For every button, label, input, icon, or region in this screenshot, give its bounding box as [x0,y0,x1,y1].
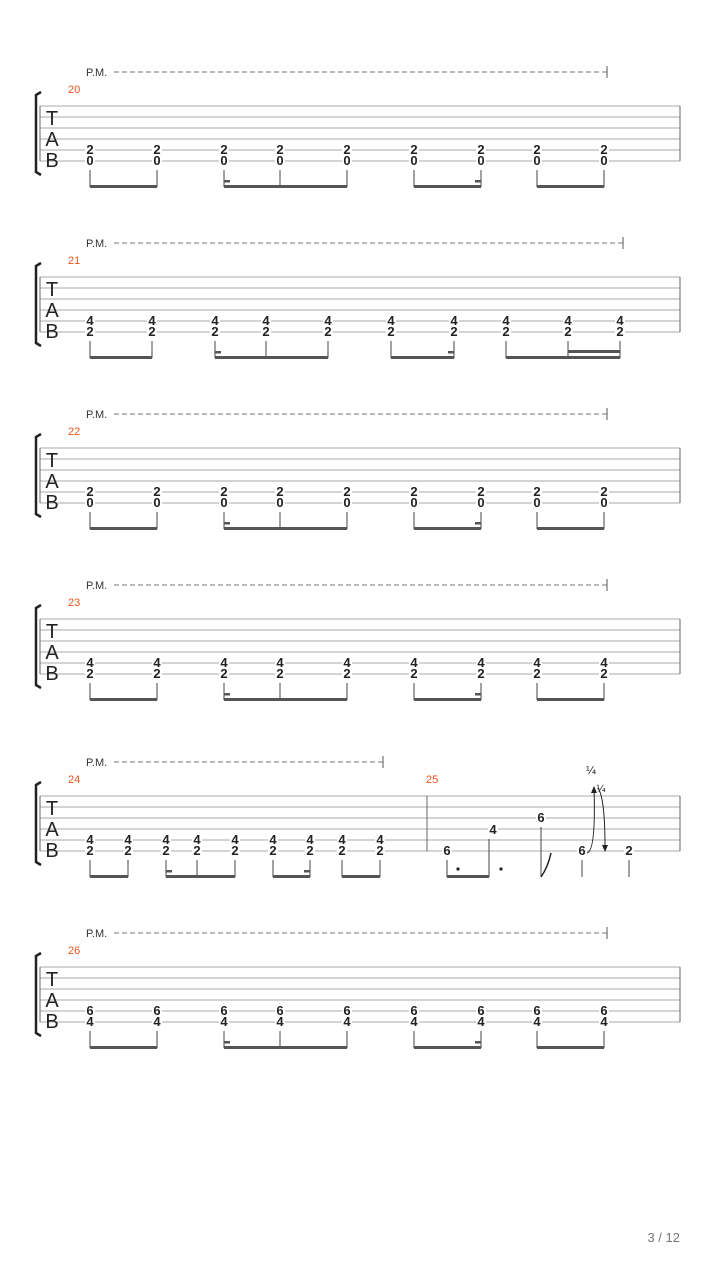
fret-number: 2 [338,843,346,858]
fret-number: 4 [338,832,346,847]
fret-number: 2 [211,324,219,339]
fret-number: 2 [276,142,284,157]
beam-partial [224,180,230,183]
fret-number: 2 [343,484,351,499]
measure-number: 21 [68,255,81,267]
fret-number: 2 [86,843,94,858]
fret-number: 4 [276,655,284,670]
fret-number: 2 [600,142,608,157]
fret-number: 4 [211,313,219,328]
fret-number: 0 [410,153,418,168]
fret-number: 2 [324,324,332,339]
beam [224,1046,347,1049]
fret-number: 6 [537,810,545,825]
fret-number: 2 [306,843,314,858]
fret-number: 2 [231,843,239,858]
fret-number: 0 [600,153,608,168]
fret-number: 2 [600,666,608,681]
fret-number: 4 [387,313,395,328]
palm-mute-label: P.M. [86,757,108,769]
tab-clef-letter: A [45,642,59,664]
palm-mute-label: P.M. [86,580,108,592]
tab-clef-letter: A [45,300,59,322]
tab-clef-letter: B [45,1011,59,1033]
fret-number: 2 [124,843,132,858]
fret-number: 2 [616,324,624,339]
fret-number: 4 [124,832,132,847]
release-amount: ¼ [596,784,606,795]
beam-partial [475,693,481,696]
beam [90,1046,157,1049]
dot [456,867,459,870]
fret-number: 6 [533,1003,541,1018]
fret-number: 2 [625,843,633,858]
fret-number: 2 [269,843,277,858]
fret-number: 2 [262,324,270,339]
tab-clef-letter: A [45,819,59,841]
fret-number: 6 [343,1003,351,1018]
tab-clef-letter: T [45,621,59,643]
fret-number: 0 [533,495,541,510]
fret-number: 4 [410,655,418,670]
fret-number: 4 [86,313,94,328]
fret-number: 0 [276,495,284,510]
fret-number: 2 [86,142,94,157]
fret-number: 0 [477,153,485,168]
measure-number: 20 [68,84,81,96]
fret-number: 4 [564,313,572,328]
fret-number: 2 [276,484,284,499]
fret-number: 4 [616,313,624,328]
beam [273,875,310,878]
fret-number: 2 [86,484,94,499]
fret-number: 2 [220,484,228,499]
fret-number: 4 [489,822,497,837]
fret-number: 4 [324,313,332,328]
tab-clef-letter: T [45,450,59,472]
tab-clef-letter: T [45,279,59,301]
beam [537,527,604,530]
tab-clef-letter: T [45,108,59,130]
fret-number: 6 [86,1003,94,1018]
fret-number: 2 [387,324,395,339]
palm-mute-label: P.M. [86,238,108,250]
tab-clef-letter: B [45,663,59,685]
fret-number: 2 [477,142,485,157]
fret-number: 2 [343,666,351,681]
fret-number: 4 [306,832,314,847]
beam [414,1046,481,1049]
beam [391,356,454,359]
beam-partial [475,522,481,525]
fret-number: 6 [600,1003,608,1018]
palm-mute-label: P.M. [86,409,108,421]
fret-number: 6 [220,1003,228,1018]
fret-number: 4 [153,1014,161,1029]
fret-number: 4 [600,655,608,670]
fret-number: 4 [148,313,156,328]
fret-number: 2 [410,142,418,157]
fret-number: 0 [220,495,228,510]
fret-number: 2 [153,142,161,157]
beam [414,527,481,530]
measure-number: 26 [68,945,81,957]
fret-number: 4 [343,655,351,670]
fret-number: 4 [533,655,541,670]
fret-number: 2 [148,324,156,339]
fret-number: 2 [220,142,228,157]
fret-number: 2 [533,142,541,157]
beam-partial [224,1041,230,1044]
fret-number: 2 [450,324,458,339]
fret-number: 2 [86,666,94,681]
beam [224,527,347,530]
fret-number: 4 [86,655,94,670]
beam-partial [224,693,230,696]
fret-number: 2 [564,324,572,339]
fret-number: 4 [262,313,270,328]
tab-clef-letter: A [45,990,59,1012]
tab-clef-letter: B [45,840,59,862]
fret-number: 0 [276,153,284,168]
beam [447,875,489,878]
bend-amount: ¼ [585,764,597,777]
beam-partial [475,1041,481,1044]
fret-number: 2 [343,142,351,157]
beam [166,875,235,878]
tab-clef-letter: A [45,471,59,493]
fret-number: 2 [276,666,284,681]
tab-clef-letter: T [45,798,59,820]
fret-number: 4 [86,1014,94,1029]
fret-number: 4 [533,1014,541,1029]
beam-partial [475,180,481,183]
fret-number: 2 [533,666,541,681]
beam [506,356,620,359]
fret-number: 2 [153,666,161,681]
fret-number: 4 [276,1014,284,1029]
fret-number: 6 [443,843,451,858]
note-flag [541,853,551,877]
measure-number: 22 [68,426,81,438]
fret-number: 4 [343,1014,351,1029]
fret-number: 0 [153,153,161,168]
beam [90,875,128,878]
fret-number: 0 [410,495,418,510]
beam [224,185,347,188]
fret-number: 0 [86,153,94,168]
bend-curve [587,788,594,853]
beam [537,698,604,701]
page-number: 3 / 12 [647,1230,680,1245]
beam-secondary [568,350,620,353]
fret-number: 4 [162,832,170,847]
measure-number: 23 [68,597,81,609]
fret-number: 4 [502,313,510,328]
fret-number: 4 [477,1014,485,1029]
beam [537,185,604,188]
beam [90,698,157,701]
fret-number: 2 [376,843,384,858]
fret-number: 2 [600,484,608,499]
fret-number: 6 [410,1003,418,1018]
fret-number: 0 [533,153,541,168]
beam [342,875,380,878]
fret-number: 2 [410,484,418,499]
fret-number: 4 [86,832,94,847]
tab-clef-letter: B [45,492,59,514]
beam [90,185,157,188]
fret-number: 2 [153,484,161,499]
beam [537,1046,604,1049]
fret-number: 4 [220,1014,228,1029]
tab-clef-letter: B [45,150,59,172]
fret-number: 0 [153,495,161,510]
fret-number: 2 [86,324,94,339]
beam [224,698,347,701]
fret-number: 4 [600,1014,608,1029]
fret-number: 4 [193,832,201,847]
beam-partial [224,522,230,525]
fret-number: 4 [231,832,239,847]
beam-partial [448,351,454,354]
palm-mute-label: P.M. [86,67,108,79]
dot [499,867,502,870]
fret-number: 2 [502,324,510,339]
beam [414,185,481,188]
measure-number: 25 [426,774,439,786]
fret-number: 6 [153,1003,161,1018]
fret-number: 4 [477,655,485,670]
fret-number: 0 [343,495,351,510]
tab-clef-letter: B [45,321,59,343]
tab-clef-letter: A [45,129,59,151]
palm-mute-label: P.M. [86,928,108,940]
fret-number: 0 [86,495,94,510]
beam [414,698,481,701]
fret-number: 2 [193,843,201,858]
fret-number: 6 [477,1003,485,1018]
fret-number: 2 [162,843,170,858]
fret-number: 2 [220,666,228,681]
beam [90,527,157,530]
fret-number: 4 [269,832,277,847]
beam [215,356,328,359]
fret-number: 4 [410,1014,418,1029]
beam-partial [304,870,310,873]
beam-partial [166,870,172,873]
fret-number: 6 [578,843,586,858]
fret-number: 2 [533,484,541,499]
fret-number: 0 [343,153,351,168]
fret-number: 2 [410,666,418,681]
fret-number: 2 [477,666,485,681]
fret-number: 0 [477,495,485,510]
fret-number: 4 [450,313,458,328]
fret-number: 4 [153,655,161,670]
fret-number: 0 [600,495,608,510]
beam [90,356,152,359]
tab-clef-letter: T [45,969,59,991]
fret-number: 4 [220,655,228,670]
fret-number: 0 [220,153,228,168]
beam-partial [215,351,221,354]
fret-number: 6 [276,1003,284,1018]
measure-number: 24 [68,774,81,786]
fret-number: 2 [477,484,485,499]
fret-number: 4 [376,832,384,847]
